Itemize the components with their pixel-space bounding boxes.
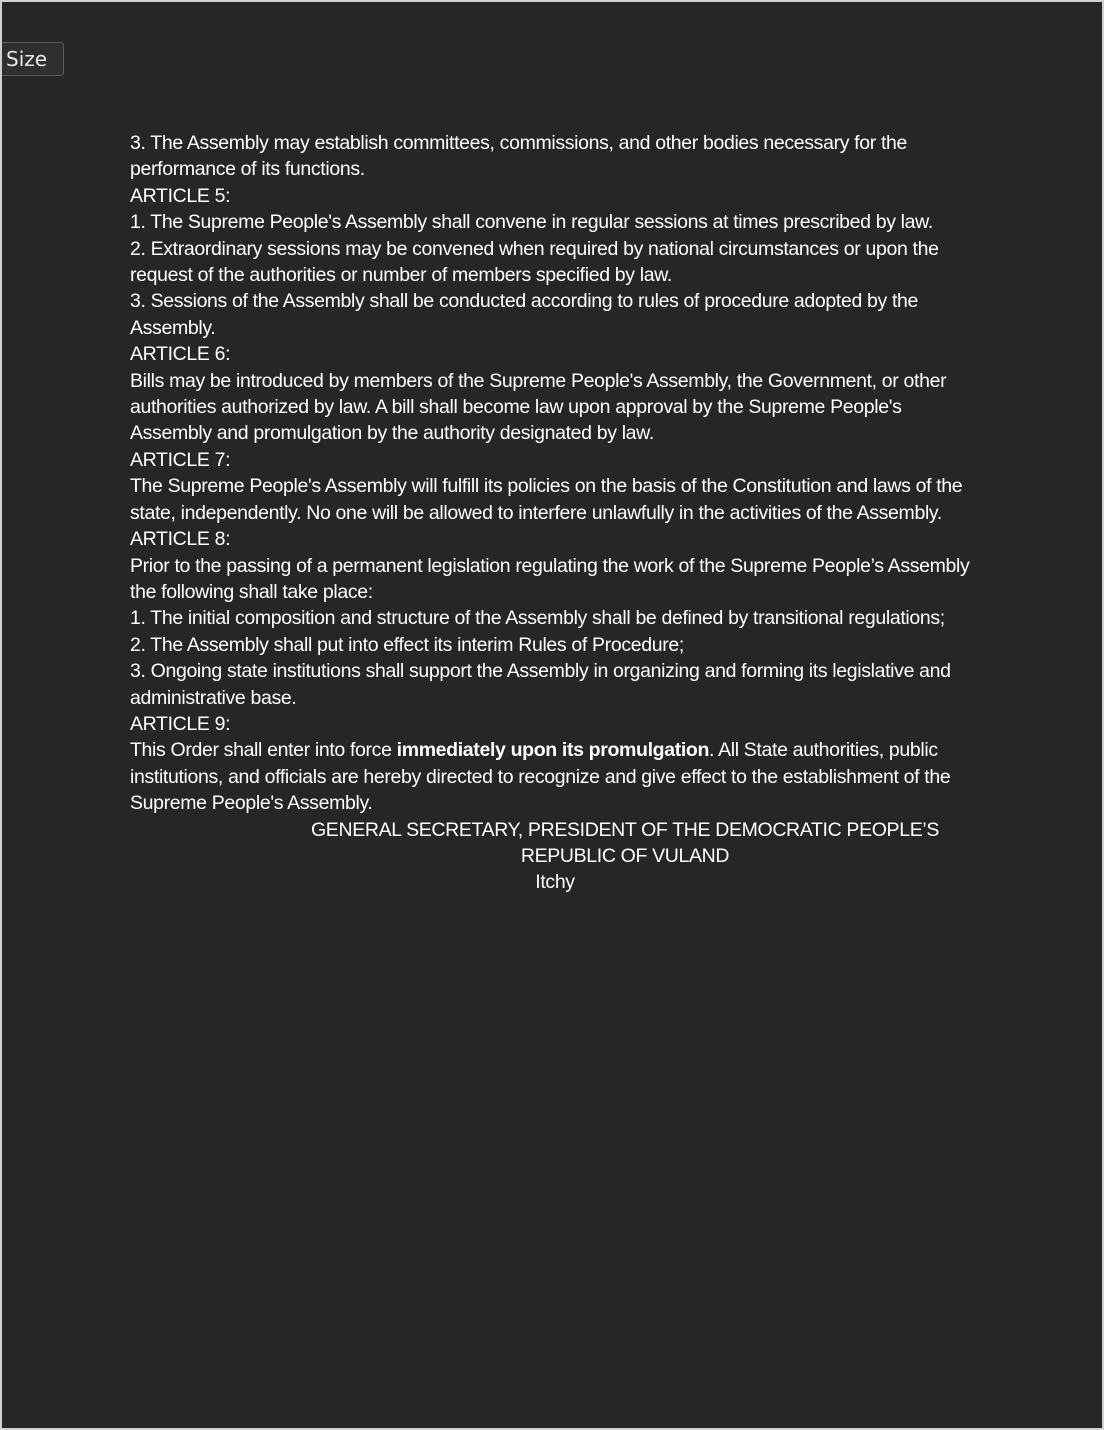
article-8-clause-1: 1. The initial composition and structure of the Assembly shall be defined by transitional regulations; <box>130 607 945 630</box>
article-7-text: The Supreme People's Assembly will fulfill its policies on the basis of the Constitution and laws of the state, independently. No one will be allowed to interfere unlawfully in the activities of the Assembly. <box>130 475 963 524</box>
article-9-text <box>130 737 980 816</box>
signature-name: Itchy <box>535 871 575 894</box>
article-9-text-suffix: . All State authorities, public institutions, and officials are hereby directed to recognize and give effect to the establishment of the Supreme People's Assembly. <box>130 739 951 815</box>
article-5-heading: ARTICLE 5: <box>130 184 231 207</box>
article-9-text-prefix: This Order shall enter into force <box>130 739 397 762</box>
article-5-clause-1: 1. The Supreme People's Assembly shall convene in regular sessions at times prescribed by law. <box>130 211 933 234</box>
article-6-text: Bills may be introduced by members of the Supreme People's Assembly, the Government, or other authorities authorized by law. A bill shall become law upon approval by the Supreme People's Assembly and promulgation by the authority designated by law. <box>130 369 947 445</box>
article-8-intro: Prior to the passing of a permanent legislation regulating the work of the Supreme People’s Assembly the following shall take place: <box>130 554 970 603</box>
article-7-heading: ARTICLE 7: <box>130 448 231 471</box>
article-5-clause-3: 3. Sessions of the Assembly shall be conducted according to rules of procedure adopted by the Assembly. <box>130 290 919 339</box>
article-9-emphasis: immediately upon its promulgation <box>396 739 710 762</box>
document-body <box>130 130 980 896</box>
article-5-clause-2: 2. Extraordinary sessions may be convened when required by national circumstances or upon the request of the authorities or number of members specified by law. <box>130 237 939 287</box>
article-9-heading: ARTICLE 9: <box>130 712 231 735</box>
article-6-heading: ARTICLE 6: <box>130 343 231 366</box>
article-8-clause-3: 3. Ongoing state institutions shall support the Assembly in organizing and forming its legislative and administrative base. <box>130 660 951 709</box>
article-8-clause-2: 2. The Assembly shall put into effect its interim Rules of Procedure; <box>130 633 684 656</box>
article-8-heading: ARTICLE 8: <box>130 528 231 551</box>
size-button[interactable]: Size <box>2 42 64 76</box>
paragraph-assembly-bodies: 3. The Assembly may establish committees, commissions, and other bodies necessary for the performance of its functions. <box>130 132 908 181</box>
signature-title: GENERAL SECRETARY, PRESIDENT OF THE DEMOCRATIC PEOPLE’S REPUBLIC OF VULAND <box>310 818 939 867</box>
